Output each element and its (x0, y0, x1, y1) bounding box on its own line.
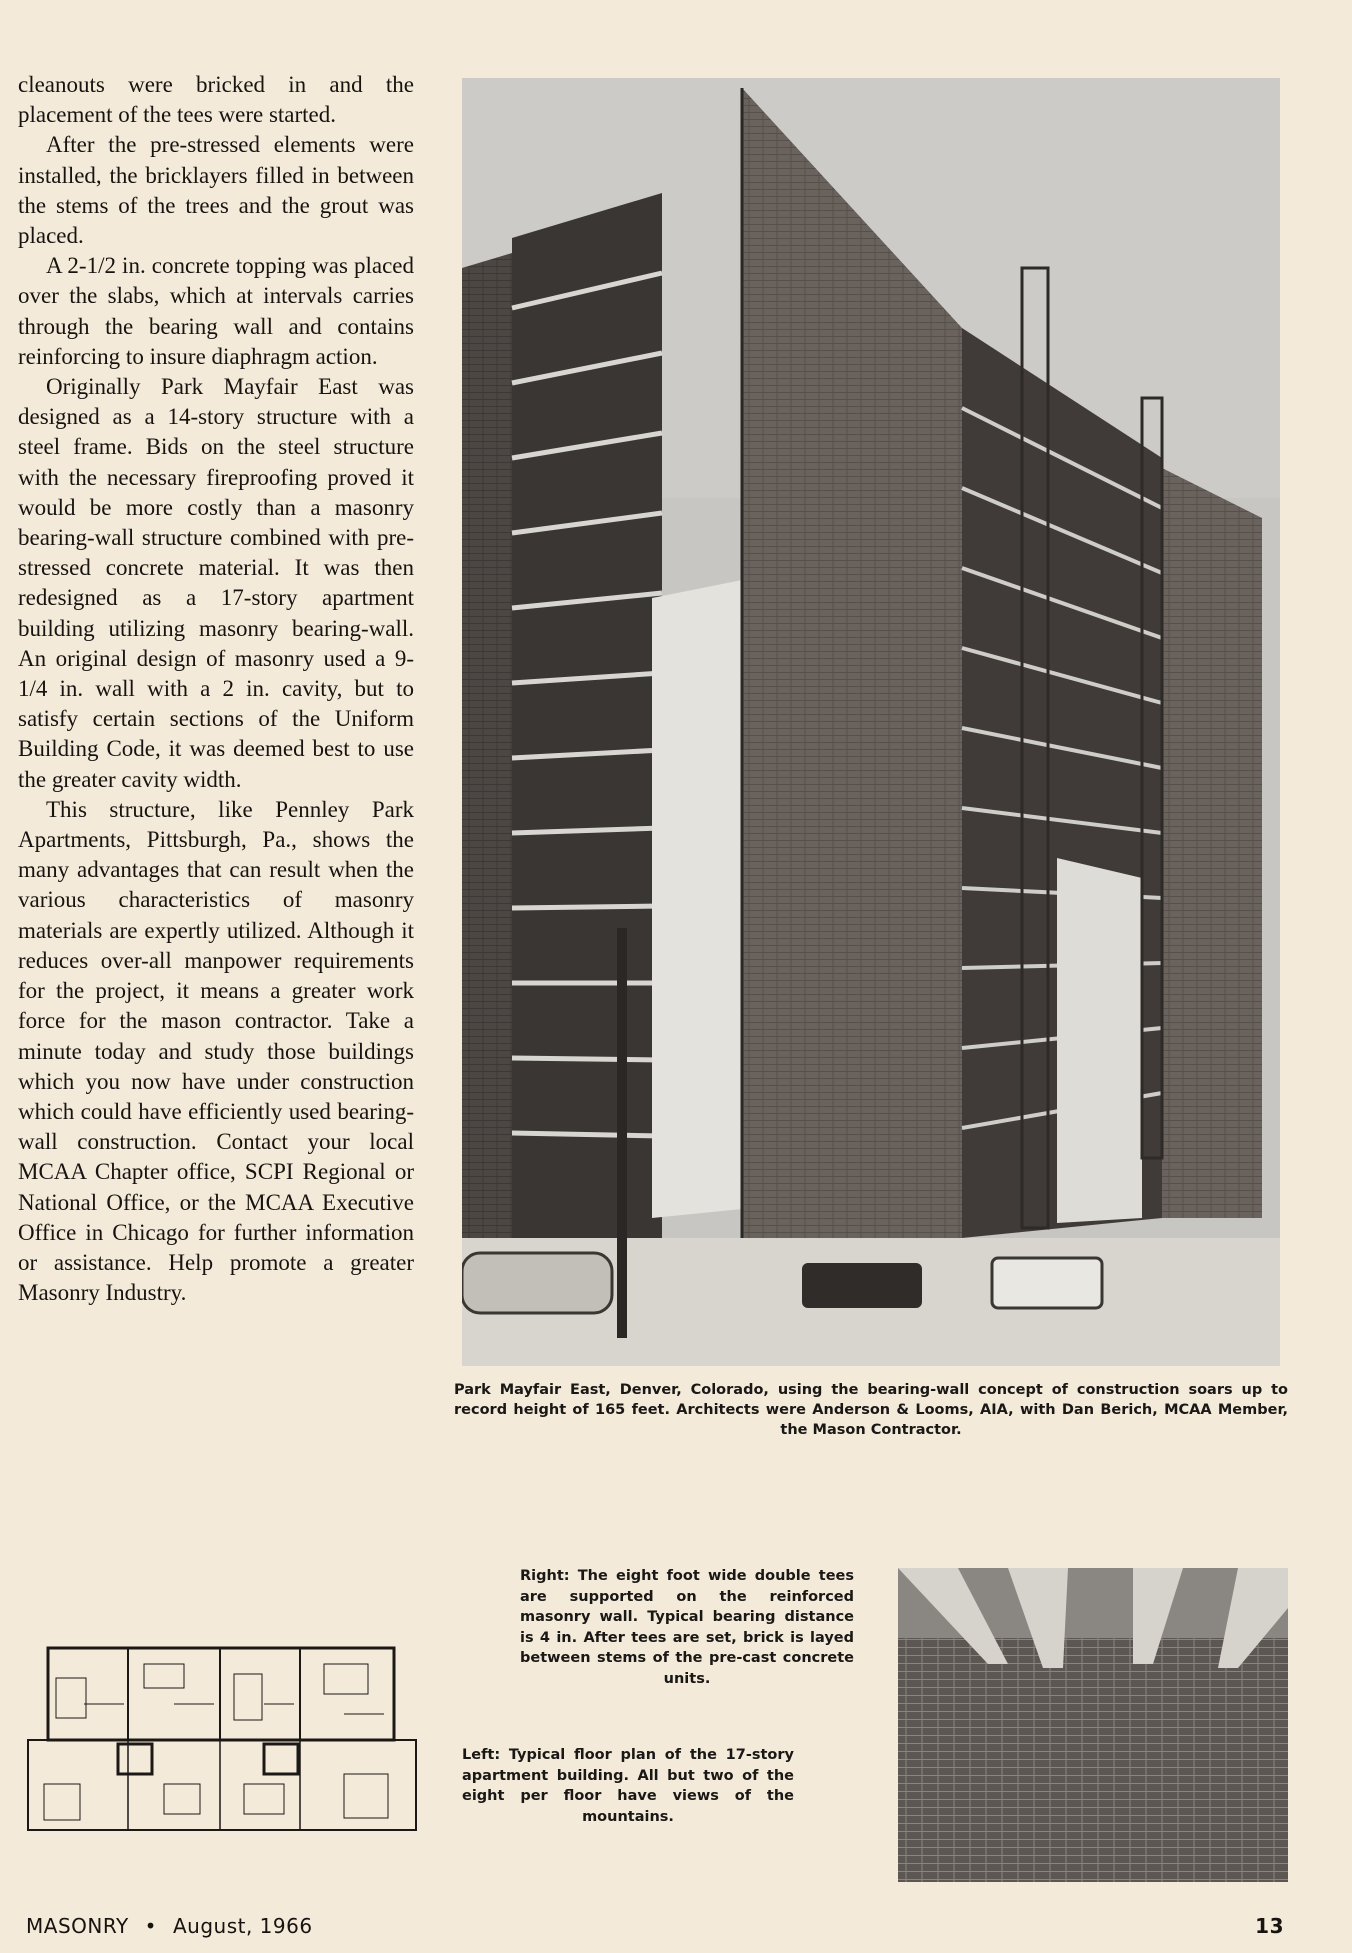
floor-plan-illustration (24, 1644, 420, 1834)
body-paragraph-3: A 2-1/2 in. concrete topping was placed over the slabs, which at intervals carries through the bearing wall and contains reinforcing to insure diaphragm action. (18, 253, 414, 369)
double-tee-detail-photo (898, 1568, 1288, 1882)
page-footer-left (26, 1914, 313, 1938)
double-tee-detail-illustration (898, 1568, 1288, 1882)
issue-date: August, 1966 (172, 1914, 313, 1938)
body-paragraph-2: After the pre-stressed elements were installed, the bricklayers filled in between the stems of the trees and the grout was placed. (18, 132, 414, 249)
building-photo-illustration (462, 78, 1280, 1366)
footer-separator: • (144, 1914, 157, 1938)
floor-plan-drawing (24, 1644, 420, 1834)
right-photo-caption: Right: The eight foot wide double tees are supported on the reinforced masonry wall. Typical bearing distance is 4 in. After tees are set, brick is layed between stems of the pre-cast concrete units. (520, 1568, 854, 1687)
article-body-column (18, 70, 414, 1308)
publication-name: MASONRY (26, 1914, 129, 1938)
page-number: 13 (1255, 1914, 1284, 1938)
body-paragraph-5: This structure, like Pennley Park Apartments, Pittsburgh, Pa., shows the many advantages that can result when the various characteristics of masonry materials are expertly utilized. Although it reduces over-all manpower requirements for the project, it means a greater work force for the mason contractor. Take a minute today and study those buildings which you now have under construction which could have efficiently used bearing-wall construction. Contact your local MCAA Chapter office, SCPI Regional or National Office, or the MCAA Executive Office in Chicago for further information or assistance. Help promote a greater Masonry Industry. (18, 796, 414, 1306)
floor-plan-caption: Left: Typical floor plan of the 17-story apartment building. All but two of the eight per floor have views of the mountains. (462, 1747, 794, 1825)
body-paragraph-1: cleanouts were bricked in and the placement of the tees were started. (18, 72, 414, 128)
building-photo (462, 78, 1280, 1366)
main-photo-caption: Park Mayfair East, Denver, Colorado, using the bearing-wall concept of construction soars up to record height of 165 feet. Architects were Anderson & Looms, AIA, with Dan Berich, MCAA Member, the Mason Contractor. (454, 1382, 1288, 1438)
body-paragraph-4: Originally Park Mayfair East was designed as a 14-story structure with a steel frame. Bids on the steel structure with the necessary fireproofing proved it would be more costly than a masonry bearing-wall structure combined with pre-stressed concrete material. It was then redesigned as a 17-story apartment building utilizing masonry bearing-wall. An original design of masonry used a 9-1/4 in. wall with a 2 in. cavity, but to satisfy certain sections of the Uniform Building Code, it was deemed best to use the greater cavity width. (18, 374, 414, 792)
